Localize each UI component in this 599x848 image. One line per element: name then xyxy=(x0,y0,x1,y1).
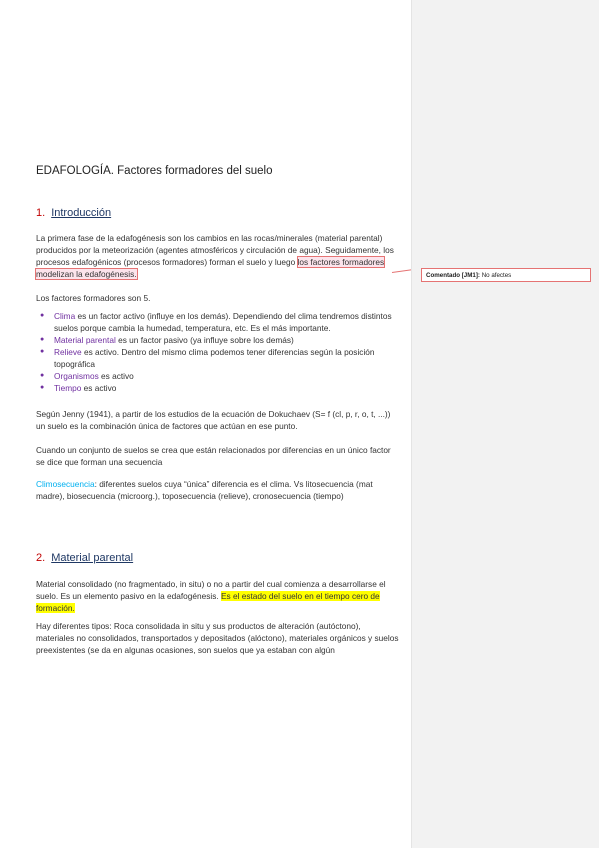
factor-description: es activo xyxy=(98,371,134,381)
comment-text: No afectes xyxy=(481,272,512,279)
factor-term: Organismos xyxy=(54,371,99,381)
list-item xyxy=(40,370,400,382)
section-1-paragraph-4: Cuando un conjunto de suelos se crea que están relacionados por diferencias en un único factor se dice que forman una secuencia xyxy=(36,445,391,467)
highlighted-text: Es el estado del suelo en el tiempo cero de formación. xyxy=(36,591,380,613)
factor-description: es activo xyxy=(81,383,117,393)
section-2-heading xyxy=(36,552,133,564)
factor-term: Relieve xyxy=(54,347,82,357)
section-1-paragraph-3: Según Jenny (1941), a partir de los estudios de la ecuación de Dokuchaev (S= f (cl, p, r, o, t, ...)) un suelo es la combinación única de factores que actúan en ese punto. xyxy=(36,409,391,431)
intro-text: La primera fase de la edafogénesis son los cambios en las rocas/minerales (material parental) producidos por la meteorización (agentes atmosféricos y circulación de agua). Seguidamente, los procesos edafogénicos (procesos formadores) forman el suelo y luego xyxy=(36,233,394,267)
section-1-heading xyxy=(36,207,111,219)
climosequence-term: Climosecuencia xyxy=(36,479,95,489)
section-1-paragraph-2: Los factores formadores son 5. xyxy=(36,293,151,303)
list-item xyxy=(40,310,400,334)
list-item xyxy=(40,346,400,370)
parent-material-text: Material consolidado (no fragmentado, in situ) o no a partir del cual comienza a desarrollarse el suelo. Es un elemento pasivo en la edafogénesis. xyxy=(36,579,386,601)
section-1-title: Introducción xyxy=(51,207,112,219)
factor-description: es activo. Dentro del mismo clima podemos tener diferencias según la posición topográfica xyxy=(54,347,375,369)
commented-text[interactable]: los factores formadores modelizan la edafogénesis. xyxy=(36,257,385,279)
list-item xyxy=(40,382,400,394)
document-title: EDAFOLOGÍA. Factores formadores del suelo xyxy=(36,165,273,177)
factor-term: Material parental xyxy=(54,335,116,345)
section-1-paragraph-5 xyxy=(36,478,400,502)
section-2-paragraph-2: Hay diferentes tipos: Roca consolidada in situ y sus productos de alteración (autóctono), materiales no consolidados, transportados y depositados (alóctono), materiales orgánicos y suelos preexistentes (se da en algunas ocasiones, son suelos que ya estaban con algún xyxy=(36,621,399,655)
comments-margin xyxy=(411,0,599,848)
factor-term: Clima xyxy=(54,311,76,321)
comment-author: Comentado [JM1]: xyxy=(426,272,480,279)
climosequence-text: : diferentes suelos cuya “única” diferencia es el clima. Vs litosecuencia (mat madre), biosecuencia (microorg.), toposecuencia (relieve), cronosecuencia (tiempo) xyxy=(36,479,373,501)
factor-term: Tiempo xyxy=(54,383,82,393)
section-1-number: 1. xyxy=(36,207,46,219)
section-2-title: Material parental xyxy=(51,552,134,564)
factors-list xyxy=(40,310,400,394)
list-item xyxy=(40,334,400,346)
section-1-paragraph-1 xyxy=(36,232,400,280)
factor-description: es un factor pasivo (ya influye sobre los demás) xyxy=(115,335,294,345)
comment-balloon[interactable] xyxy=(421,268,591,282)
section-2-number: 2. xyxy=(36,552,46,564)
factor-description: es un factor activo (influye en los demás). Dependiendo del clima tendremos distintos suelos porque cambia la humedad, temperatura, etc. Es el más importante. xyxy=(54,311,392,333)
section-2-paragraph-1 xyxy=(36,578,400,614)
